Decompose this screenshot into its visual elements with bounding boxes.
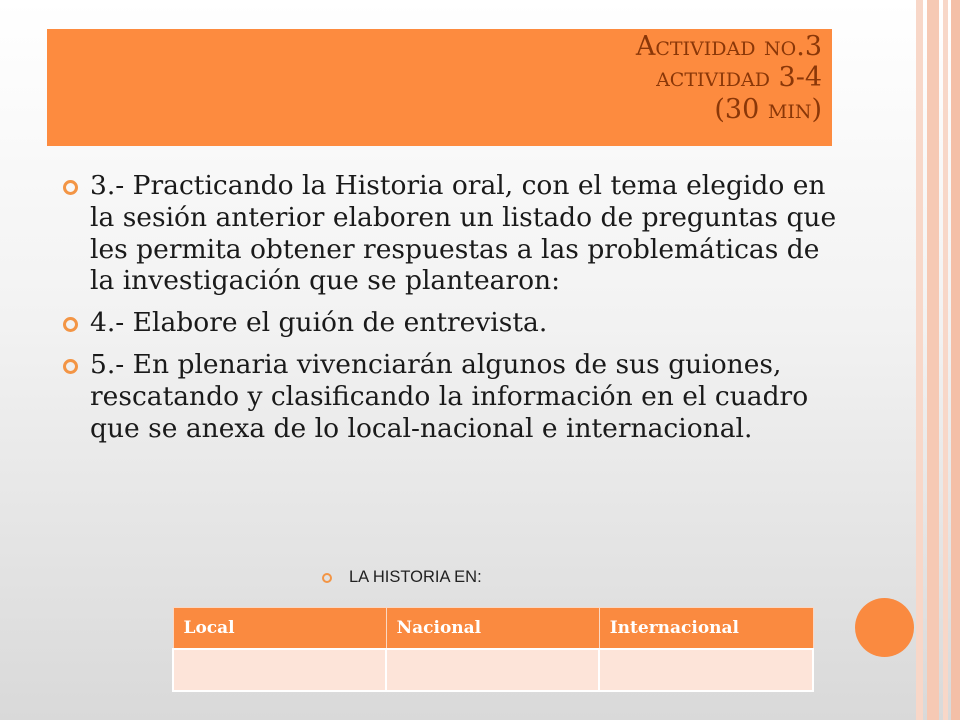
title-line-1: Actividad no.3 [635, 31, 822, 62]
column-header-nacional: Nacional [386, 608, 599, 650]
title-line-2: actividad 3-4 [656, 62, 822, 94]
title-bar [47, 29, 832, 146]
table-row [173, 649, 813, 691]
bullet-ring-icon [63, 317, 78, 332]
bullet-ring-icon [63, 359, 78, 374]
bullet-item: 3.- Practicando la Historia oral, con el tema elegido en la sesión anterior elaboren un listado de preguntas que les permita obtener respuestas a las problemáticas de la investigación que se plantearon: [60, 170, 840, 297]
decorative-circle [855, 598, 914, 657]
column-header-local: Local [173, 608, 386, 650]
bullet-item: 5.- En plenaria vivenciarán algunos de sus guiones, rescatando y clasificando la información en el cuadro que se anexa de lo local-nacional e internacional. [60, 349, 840, 444]
history-table [172, 607, 814, 692]
bullet-list [60, 170, 840, 454]
table-cell-nacional [386, 649, 599, 691]
sub-bullet-ring-icon [322, 573, 332, 583]
decorative-stripe [943, 0, 948, 720]
title-line-3: (30 min) [714, 93, 822, 125]
table-cell-internacional [599, 649, 813, 691]
decorative-stripe [927, 0, 939, 720]
slide-title [636, 31, 822, 125]
table-header-row [173, 608, 813, 650]
decorative-stripe [951, 0, 960, 720]
bullet-item: 4.- Elabore el guión de entrevista. [60, 307, 840, 339]
decorative-stripe [916, 0, 923, 720]
sub-bullet: LA HISTORIA EN: [322, 568, 482, 587]
table-cell-local [173, 649, 386, 691]
bullet-ring-icon [63, 180, 78, 195]
column-header-internacional: Internacional [599, 608, 813, 650]
